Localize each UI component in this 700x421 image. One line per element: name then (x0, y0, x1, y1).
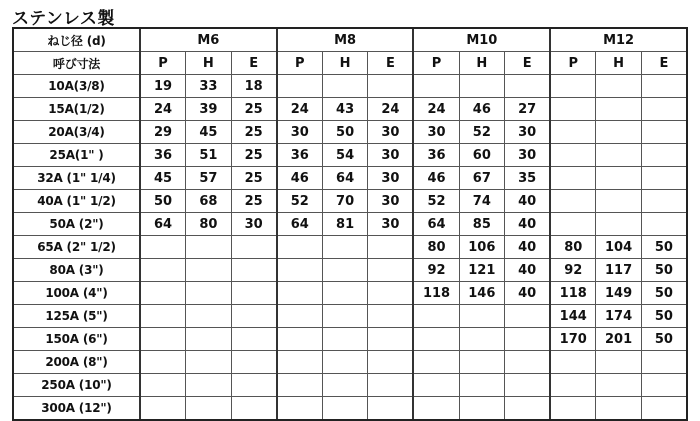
cell-m10-p: 64 (413, 213, 459, 236)
cell-m10-e: 27 (505, 98, 551, 121)
cell-m6-e (231, 374, 277, 397)
cell-m8-e (368, 305, 414, 328)
cell-m10-h: 74 (459, 190, 505, 213)
cell-m10-p: 24 (413, 98, 459, 121)
cell-m6-e (231, 397, 277, 421)
group-header-m8: M8 (277, 28, 414, 52)
cell-m6-h: 39 (186, 98, 232, 121)
cell-m12-h (596, 121, 642, 144)
cell-m12-h (596, 213, 642, 236)
cell-m10-h: 121 (459, 259, 505, 282)
cell-m12-p (550, 213, 596, 236)
cell-m10-e: 40 (505, 213, 551, 236)
cell-m10-h: 85 (459, 213, 505, 236)
cell-m6-p (140, 351, 186, 374)
cell-m6-p (140, 328, 186, 351)
cell-m8-e: 30 (368, 144, 414, 167)
page-title: ステンレス製 (12, 9, 115, 29)
cell-m10-p: 52 (413, 190, 459, 213)
subheader-m12-p: P (550, 52, 596, 75)
nominal-size-cell: 200A (8") (13, 351, 140, 374)
cell-m8-e: 30 (368, 213, 414, 236)
table-row (13, 121, 687, 144)
cell-m8-p (277, 397, 323, 421)
nominal-size-cell: 80A (3") (13, 259, 140, 282)
cell-m8-e (368, 259, 414, 282)
cell-m8-p: 52 (277, 190, 323, 213)
cell-m12-e (641, 167, 687, 190)
cell-m10-h: 106 (459, 236, 505, 259)
subheader-m8-e: E (368, 52, 414, 75)
cell-m6-p: 45 (140, 167, 186, 190)
cell-m10-h (459, 397, 505, 421)
cell-m8-e (368, 351, 414, 374)
cell-m10-h: 146 (459, 282, 505, 305)
cell-m8-h: 54 (322, 144, 368, 167)
cell-m6-p: 50 (140, 190, 186, 213)
cell-m10-p: 36 (413, 144, 459, 167)
cell-m10-h (459, 351, 505, 374)
table-row (13, 305, 687, 328)
group-header-row (13, 28, 687, 52)
cell-m12-h (596, 144, 642, 167)
cell-m6-h (186, 397, 232, 421)
cell-m6-e: 30 (231, 213, 277, 236)
cell-m6-h: 33 (186, 75, 232, 98)
cell-m8-h: 70 (322, 190, 368, 213)
cell-m12-e (641, 98, 687, 121)
cell-m12-e (641, 144, 687, 167)
cell-m6-h (186, 328, 232, 351)
cell-m6-e (231, 328, 277, 351)
cell-m12-h (596, 75, 642, 98)
table-row (13, 328, 687, 351)
cell-m6-p: 19 (140, 75, 186, 98)
cell-m12-h: 117 (596, 259, 642, 282)
cell-m12-p: 80 (550, 236, 596, 259)
cell-m8-p (277, 305, 323, 328)
cell-m8-p: 30 (277, 121, 323, 144)
subheader-m12-h: H (596, 52, 642, 75)
cell-m10-p (413, 374, 459, 397)
cell-m10-h: 67 (459, 167, 505, 190)
nominal-size-cell: 300A (12") (13, 397, 140, 421)
cell-m8-e: 24 (368, 98, 414, 121)
cell-m8-h: 43 (322, 98, 368, 121)
subheader-m6-h: H (186, 52, 232, 75)
cell-m8-p (277, 75, 323, 98)
cell-m6-e: 25 (231, 190, 277, 213)
table-row (13, 190, 687, 213)
cell-m12-p: 92 (550, 259, 596, 282)
group-header-m10: M10 (413, 28, 550, 52)
cell-m12-p (550, 397, 596, 421)
nominal-size-cell: 15A(1/2) (13, 98, 140, 121)
cell-m10-p: 92 (413, 259, 459, 282)
cell-m6-h: 51 (186, 144, 232, 167)
cell-m6-h: 68 (186, 190, 232, 213)
cell-m8-e: 30 (368, 167, 414, 190)
cell-m8-h (322, 397, 368, 421)
cell-m12-h (596, 351, 642, 374)
cell-m6-p (140, 236, 186, 259)
cell-m10-e: 30 (505, 121, 551, 144)
cell-m10-h (459, 374, 505, 397)
cell-m8-e: 30 (368, 190, 414, 213)
cell-m12-h (596, 190, 642, 213)
cell-m6-p: 29 (140, 121, 186, 144)
cell-m12-e: 50 (641, 305, 687, 328)
cell-m10-e: 40 (505, 190, 551, 213)
cell-m6-e: 25 (231, 98, 277, 121)
cell-m6-p (140, 397, 186, 421)
cell-m6-e: 25 (231, 121, 277, 144)
cell-m6-e (231, 282, 277, 305)
cell-m6-e (231, 305, 277, 328)
cell-m12-e: 50 (641, 328, 687, 351)
nominal-size-cell: 150A (6") (13, 328, 140, 351)
cell-m12-e (641, 75, 687, 98)
cell-m8-p (277, 374, 323, 397)
cell-m8-h (322, 259, 368, 282)
cell-m8-p (277, 236, 323, 259)
cell-m10-e (505, 397, 551, 421)
cell-m10-e: 30 (505, 144, 551, 167)
cell-m10-e (505, 374, 551, 397)
cell-m10-p: 80 (413, 236, 459, 259)
cell-m12-e: 50 (641, 282, 687, 305)
table-row (13, 351, 687, 374)
cell-m6-p (140, 374, 186, 397)
cell-m8-p: 46 (277, 167, 323, 190)
subheader-m10-e: E (505, 52, 551, 75)
cell-m8-h: 64 (322, 167, 368, 190)
table-body (13, 75, 687, 421)
cell-m10-e (505, 351, 551, 374)
cell-m6-e: 18 (231, 75, 277, 98)
table-row (13, 98, 687, 121)
cell-m6-p: 24 (140, 98, 186, 121)
cell-m12-p (550, 121, 596, 144)
cell-m8-h (322, 75, 368, 98)
table-row (13, 144, 687, 167)
cell-m12-h: 149 (596, 282, 642, 305)
cell-m12-e (641, 213, 687, 236)
group-header-m6: M6 (140, 28, 277, 52)
cell-m12-p (550, 98, 596, 121)
cell-m10-p (413, 351, 459, 374)
cell-m6-p: 64 (140, 213, 186, 236)
cell-m12-h (596, 374, 642, 397)
cell-m6-e (231, 351, 277, 374)
nominal-size-cell: 20A(3/4) (13, 121, 140, 144)
cell-m8-e (368, 236, 414, 259)
cell-m8-p: 36 (277, 144, 323, 167)
cell-m12-h (596, 98, 642, 121)
cell-m8-p (277, 282, 323, 305)
cell-m10-h (459, 305, 505, 328)
cell-m6-h (186, 305, 232, 328)
subheader-m8-h: H (322, 52, 368, 75)
subheader-m8-p: P (277, 52, 323, 75)
nominal-size-cell: 100A (4") (13, 282, 140, 305)
table-row (13, 282, 687, 305)
cell-m8-h (322, 328, 368, 351)
cell-m6-e: 25 (231, 144, 277, 167)
subheader-m6-p: P (140, 52, 186, 75)
cell-m12-e (641, 121, 687, 144)
subheader-m12-e: E (641, 52, 687, 75)
cell-m12-h: 201 (596, 328, 642, 351)
cell-m12-e: 50 (641, 259, 687, 282)
cell-m10-p: 30 (413, 121, 459, 144)
cell-m10-e (505, 328, 551, 351)
cell-m8-p (277, 259, 323, 282)
nominal-size-cell: 10A(3/8) (13, 75, 140, 98)
cell-m6-h (186, 259, 232, 282)
cell-m8-e (368, 374, 414, 397)
cell-m12-e (641, 397, 687, 421)
subheader-m6-e: E (231, 52, 277, 75)
cell-m12-h (596, 397, 642, 421)
cell-m10-e: 40 (505, 236, 551, 259)
nominal-size-cell: 32A (1" 1/4) (13, 167, 140, 190)
cell-m10-e: 40 (505, 282, 551, 305)
cell-m10-h (459, 328, 505, 351)
subheader-row (13, 52, 687, 75)
subheader-m10-p: P (413, 52, 459, 75)
cell-m10-h: 60 (459, 144, 505, 167)
cell-m10-p (413, 305, 459, 328)
table-row (13, 167, 687, 190)
cell-m8-e (368, 397, 414, 421)
thread-diameter-header: ねじ径 (d) (13, 28, 140, 52)
cell-m8-h (322, 236, 368, 259)
cell-m12-e (641, 190, 687, 213)
cell-m12-p: 144 (550, 305, 596, 328)
cell-m12-p: 118 (550, 282, 596, 305)
cell-m8-e (368, 75, 414, 98)
table-row (13, 374, 687, 397)
cell-m12-h (596, 167, 642, 190)
cell-m10-p (413, 328, 459, 351)
cell-m8-p: 24 (277, 98, 323, 121)
cell-m6-p: 36 (140, 144, 186, 167)
cell-m10-e: 35 (505, 167, 551, 190)
cell-m6-h (186, 374, 232, 397)
cell-m10-e (505, 75, 551, 98)
cell-m8-e (368, 282, 414, 305)
nominal-size-cell: 40A (1" 1/2) (13, 190, 140, 213)
cell-m8-h (322, 305, 368, 328)
cell-m12-p: 170 (550, 328, 596, 351)
cell-m6-h: 57 (186, 167, 232, 190)
table-row (13, 259, 687, 282)
cell-m10-p (413, 397, 459, 421)
cell-m8-h (322, 282, 368, 305)
cell-m6-e: 25 (231, 167, 277, 190)
cell-m12-p (550, 167, 596, 190)
cell-m10-p: 118 (413, 282, 459, 305)
nominal-size-cell: 65A (2" 1/2) (13, 236, 140, 259)
cell-m8-p (277, 351, 323, 374)
table-row (13, 213, 687, 236)
subheader-m10-h: H (459, 52, 505, 75)
cell-m8-e: 30 (368, 121, 414, 144)
cell-m10-h (459, 75, 505, 98)
cell-m8-p (277, 328, 323, 351)
cell-m6-h: 80 (186, 213, 232, 236)
group-header-m12: M12 (550, 28, 687, 52)
cell-m10-h: 46 (459, 98, 505, 121)
cell-m8-h (322, 351, 368, 374)
cell-m10-h: 52 (459, 121, 505, 144)
cell-m10-e: 40 (505, 259, 551, 282)
cell-m12-h: 174 (596, 305, 642, 328)
cell-m6-h: 45 (186, 121, 232, 144)
cell-m10-p (413, 75, 459, 98)
cell-m12-e (641, 351, 687, 374)
cell-m12-p (550, 190, 596, 213)
cell-m6-p (140, 259, 186, 282)
cell-m6-e (231, 236, 277, 259)
cell-m6-h (186, 236, 232, 259)
nominal-size-cell: 50A (2") (13, 213, 140, 236)
dimension-table (12, 27, 688, 421)
cell-m6-h (186, 351, 232, 374)
cell-m12-h: 104 (596, 236, 642, 259)
cell-m6-p (140, 305, 186, 328)
cell-m8-e (368, 328, 414, 351)
cell-m6-p (140, 282, 186, 305)
nominal-size-cell: 125A (5") (13, 305, 140, 328)
cell-m6-e (231, 259, 277, 282)
cell-m12-p (550, 75, 596, 98)
cell-m8-h (322, 374, 368, 397)
nominal-size-header: 呼び寸法 (13, 52, 140, 75)
cell-m6-h (186, 282, 232, 305)
nominal-size-cell: 25A(1" ) (13, 144, 140, 167)
cell-m12-e (641, 374, 687, 397)
cell-m12-p (550, 374, 596, 397)
cell-m8-h: 50 (322, 121, 368, 144)
cell-m12-p (550, 144, 596, 167)
nominal-size-cell: 250A (10") (13, 374, 140, 397)
table-row (13, 397, 687, 421)
table-row (13, 75, 687, 98)
table-row (13, 236, 687, 259)
cell-m10-p: 46 (413, 167, 459, 190)
cell-m8-p: 64 (277, 213, 323, 236)
cell-m8-h: 81 (322, 213, 368, 236)
cell-m12-p (550, 351, 596, 374)
cell-m12-e: 50 (641, 236, 687, 259)
cell-m10-e (505, 305, 551, 328)
